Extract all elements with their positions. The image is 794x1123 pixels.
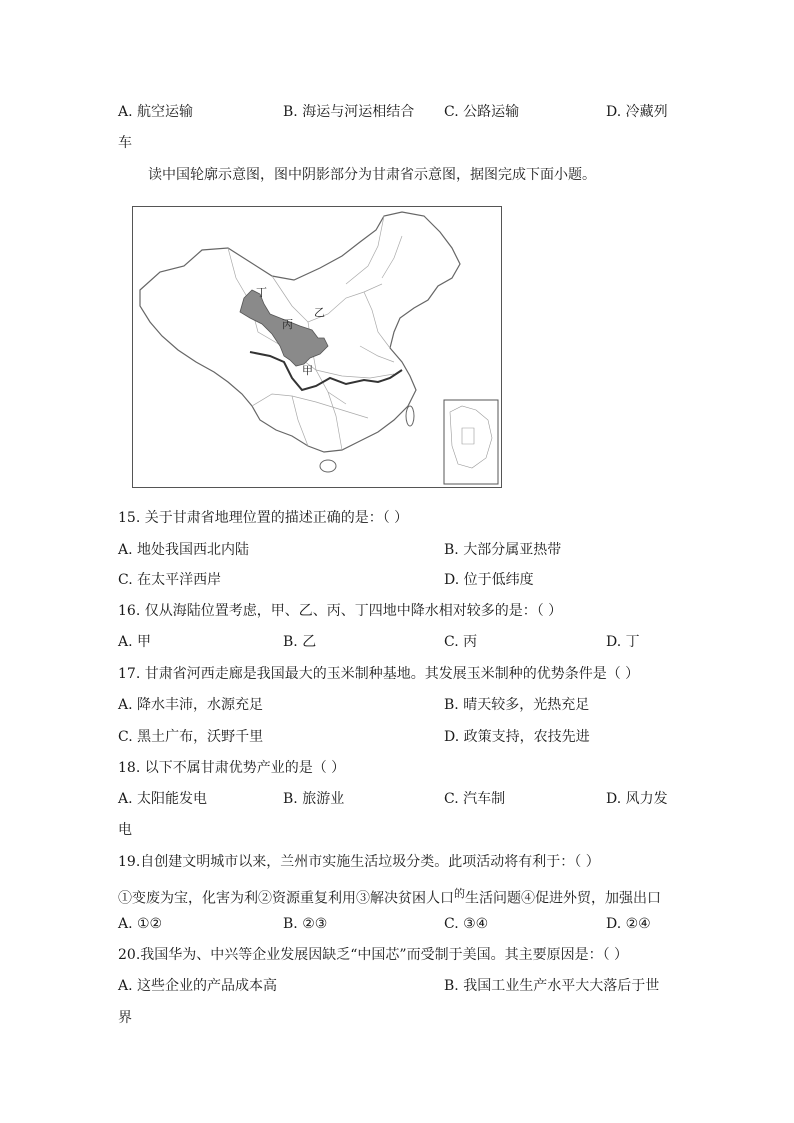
label-bing: 丙: [282, 318, 293, 331]
q20-option-b-wrap: 界: [118, 1010, 132, 1026]
q18-option-d-wrap: 电: [118, 822, 132, 838]
q16-option-c: C. 丙: [444, 634, 478, 650]
q14-option-c: C. 公路运输: [444, 104, 520, 120]
q16-option-a: A. 甲: [118, 634, 152, 650]
q14-option-d-wrap: 车: [118, 135, 132, 151]
q14-option-b: B. 海运与河运相结合: [283, 104, 415, 120]
q14-option-d: D. 冷藏列: [606, 104, 668, 120]
q17-stem: 17. 甘肃省河西走廊是我国最大的玉米制种基地。其发展玉米制种的优势条件是（ ）: [118, 666, 640, 682]
q15-option-c: C. 在太平洋西岸: [118, 572, 222, 588]
q16-option-b: B. 乙: [283, 634, 317, 650]
q17-option-c: C. 黑土广布，沃野千里: [118, 729, 264, 745]
q18-option-b: B. 旅游业: [283, 791, 345, 807]
q14-option-a: A. 航空运输: [118, 104, 194, 120]
q19-option-a: A. ①②: [118, 916, 163, 932]
q19-detail: [118, 884, 661, 909]
q15-stem: 15. 关于甘肃省地理位置的描述正确的是：（ ）: [118, 510, 409, 526]
q19-stem: 19.自创建文明城市以来，兰州市实施生活垃圾分类。此项活动将有利于：（ ）: [118, 854, 600, 870]
q19-option-c: C. ③④: [444, 916, 489, 932]
q20-option-a: A. 这些企业的产品成本高: [118, 978, 278, 994]
q17-option-d: D. 政策支持，农技先进: [444, 729, 590, 745]
q18-option-d: D. 风力发: [606, 791, 668, 807]
q19-detail-b: 生活问题④促进外贸，加强出口: [465, 890, 661, 907]
china-outline-map: [132, 206, 502, 488]
q18-option-c: C. 汽车制: [444, 791, 506, 807]
q20-option-b: B. 我国工业生产水平大大落后于世: [444, 978, 660, 994]
q15-option-d: D. 位于低纬度: [444, 572, 534, 588]
q18-stem: 18. 以下不属甘肃优势产业的是（ ）: [118, 760, 346, 776]
label-ding: 丁: [256, 286, 267, 299]
q17-option-a: A. 降水丰沛，水源充足: [118, 697, 264, 713]
q15-option-a: A. 地处我国西北内陆: [118, 542, 250, 558]
q19-detail-sup: 的: [454, 887, 465, 900]
q19-option-b: B. ②③: [283, 916, 328, 932]
south-china-sea-inset: [444, 400, 498, 484]
label-jia: 甲: [302, 364, 313, 377]
q15-option-b: B. 大部分属亚热带: [444, 542, 562, 558]
q16-stem: 16. 仅从海陆位置考虑，甲、乙、丙、丁四地中降水相对较多的是：（ ）: [118, 603, 563, 619]
q19-option-d: D. ②④: [606, 916, 651, 932]
q18-option-a: A. 太阳能发电: [118, 791, 208, 807]
map-intro-text: 读中国轮廓示意图，图中阴影部分为甘肃省示意图，据图完成下面小题。: [148, 167, 596, 183]
q20-stem: 20.我国华为、中兴等企业发展因缺乏“中国芯”而受制于美国。其主要原因是：（ ）: [118, 947, 629, 963]
q17-option-b: B. 晴天较多，光热充足: [444, 697, 590, 713]
label-yi: 乙: [314, 306, 325, 319]
q16-option-d: D. 丁: [606, 634, 640, 650]
q19-detail-a: ①变废为宝，化害为利②资源重复利用③解决贫困人口: [118, 890, 454, 907]
